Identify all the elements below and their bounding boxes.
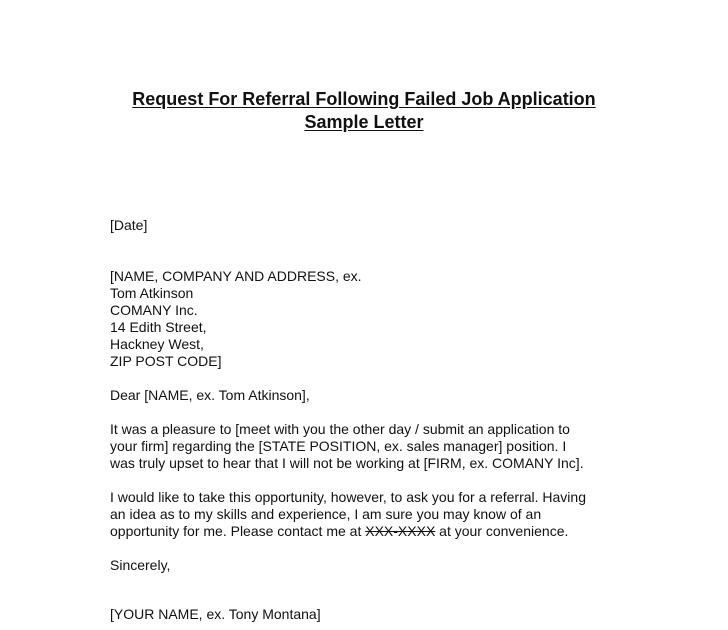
paragraph-line: I would like to take this opportunity, however, to ask you for a referral. Having (110, 489, 586, 505)
title-line-2: Sample Letter (304, 112, 424, 132)
address-line: COMANY Inc. (110, 302, 198, 318)
address-line: Hackney West, (110, 336, 204, 352)
paragraph-line: your firm] regarding the [STATE POSITION, ex. sales manager] position. I (110, 438, 567, 454)
paragraph-text: at your convenience. (435, 523, 569, 539)
document-title (100, 88, 628, 134)
paragraph-line: was truly upset to hear that I will not be working at [FIRM, ex. COMANY Inc]. (110, 455, 584, 471)
salutation: Dear [NAME, ex. Tom Atkinson], (110, 387, 310, 403)
address-line: Tom Atkinson (110, 285, 194, 301)
paragraph-line: an idea as to my skills and experience, I am sure you may know of an (110, 506, 542, 522)
date-placeholder: [Date] (110, 217, 148, 233)
signature-placeholder: [YOUR NAME, ex. Tony Montana] (110, 606, 321, 622)
paragraph-1 (110, 421, 630, 472)
letter-body (110, 217, 630, 623)
paragraph-line (110, 523, 630, 540)
paragraph-2 (110, 489, 630, 540)
paragraph-line: It was a pleasure to [meet with you the other day / submit an application to (110, 421, 570, 437)
address-line: 14 Edith Street, (110, 319, 207, 335)
closing: Sincerely, (110, 557, 171, 573)
recipient-address (110, 268, 630, 370)
address-line: [NAME, COMPANY AND ADDRESS, ex. (110, 268, 362, 284)
address-line: ZIP POST CODE] (110, 353, 222, 369)
paragraph-text: opportunity for me. Please contact me at (110, 523, 366, 539)
phone-number: XXX-XXXX (365, 523, 436, 539)
title-line-1: Request For Referral Following Failed Job Application (132, 89, 596, 109)
